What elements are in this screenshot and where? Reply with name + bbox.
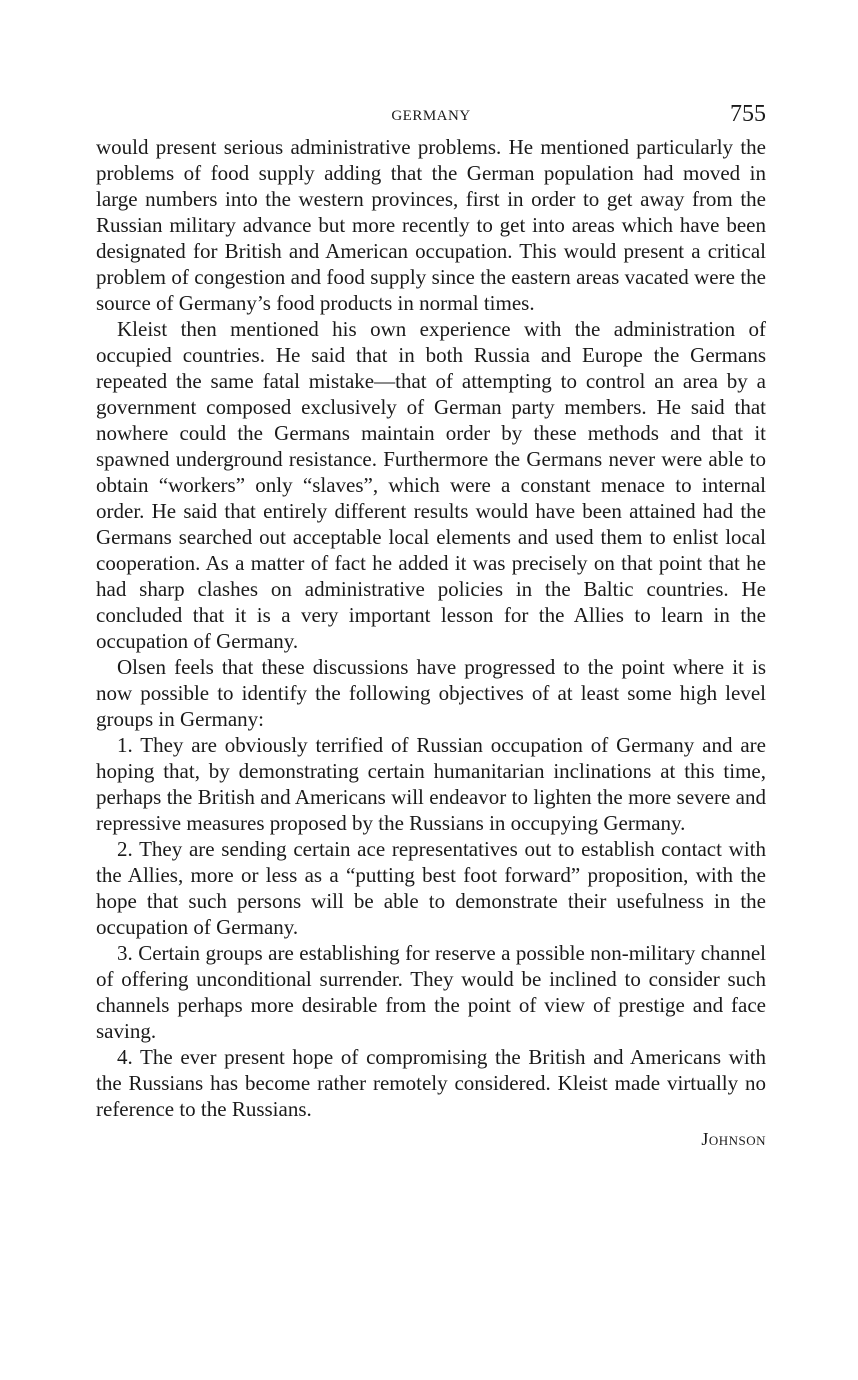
list-item-objective-1: 1. They are obviously terrified of Russian occupation of Germany and are hoping that, by demonstrating certain humanitarian inclinations at this time, perhaps the British and Americans will endeavor to lighten the more severe and repressive measures proposed by the Russians in occupying Germany. [96,733,766,835]
document-page [96,100,766,1152]
list-item-objective-4: 4. The ever present hope of compromising the British and Americans with the Russians has become rather remotely considered. Kleist made virtually no reference to the Russians. [96,1045,766,1121]
paragraph-kleist-experience: Kleist then mentioned his own experience with the administration of occupied countries. He said that in both Russia and Europe the Germans repeated the same fatal mistake—that of attempting to control an area by a government composed exclusively of German party members. He said that nowhere could the Germans maintain order by these methods and that it spawned underground resistance. Furthermore the Germans never were able to obtain “workers” only “slaves”, which were a constant menace to internal order. He said that entirely different results would have been attained had the Germans searched out acceptable local elements and used them to enlist local cooperation. As a matter of fact he added it was precisely on that point that he had sharp clashes on administrative policies in the Baltic countries. He concluded that it is a very important lesson for the Allies to learn in the occupation of Germany. [96,317,766,653]
signature: Johnson [701,1129,766,1149]
list-item-objective-3: 3. Certain groups are establishing for reserve a possible non-military channel of offering unconditional surrender. They would be inclined to consider such channels perhaps more desirable from the point of view of prestige and face saving. [96,941,766,1043]
running-title: GERMANY [391,108,471,124]
paragraph-olsen-objectives: Olsen feels that these discussions have progressed to the point where it is now possible to identify the following objectives of at least some high level groups in Germany: [96,655,766,731]
body-text [96,134,766,1122]
running-head [96,100,766,134]
paragraph-continuation: would present serious administrative problems. He mentioned particularly the problems of food supply adding that the German population had moved in large numbers into the western provinces, first in order to get away from the Russian military advance but more recently to get into areas which have been designated for British and American occupation. This would present a critical problem of congestion and food supply since the eastern areas vacated were the source of Germany’s food products in normal times. [96,135,766,315]
list-item-objective-2: 2. They are sending certain ace representatives out to establish contact with the Allies, more or less as a “putting best foot forward” proposition, with the hope that such persons will be able to demonstrate their usefulness in the occupation of Germany. [96,837,766,939]
page-number: 755 [730,101,766,127]
